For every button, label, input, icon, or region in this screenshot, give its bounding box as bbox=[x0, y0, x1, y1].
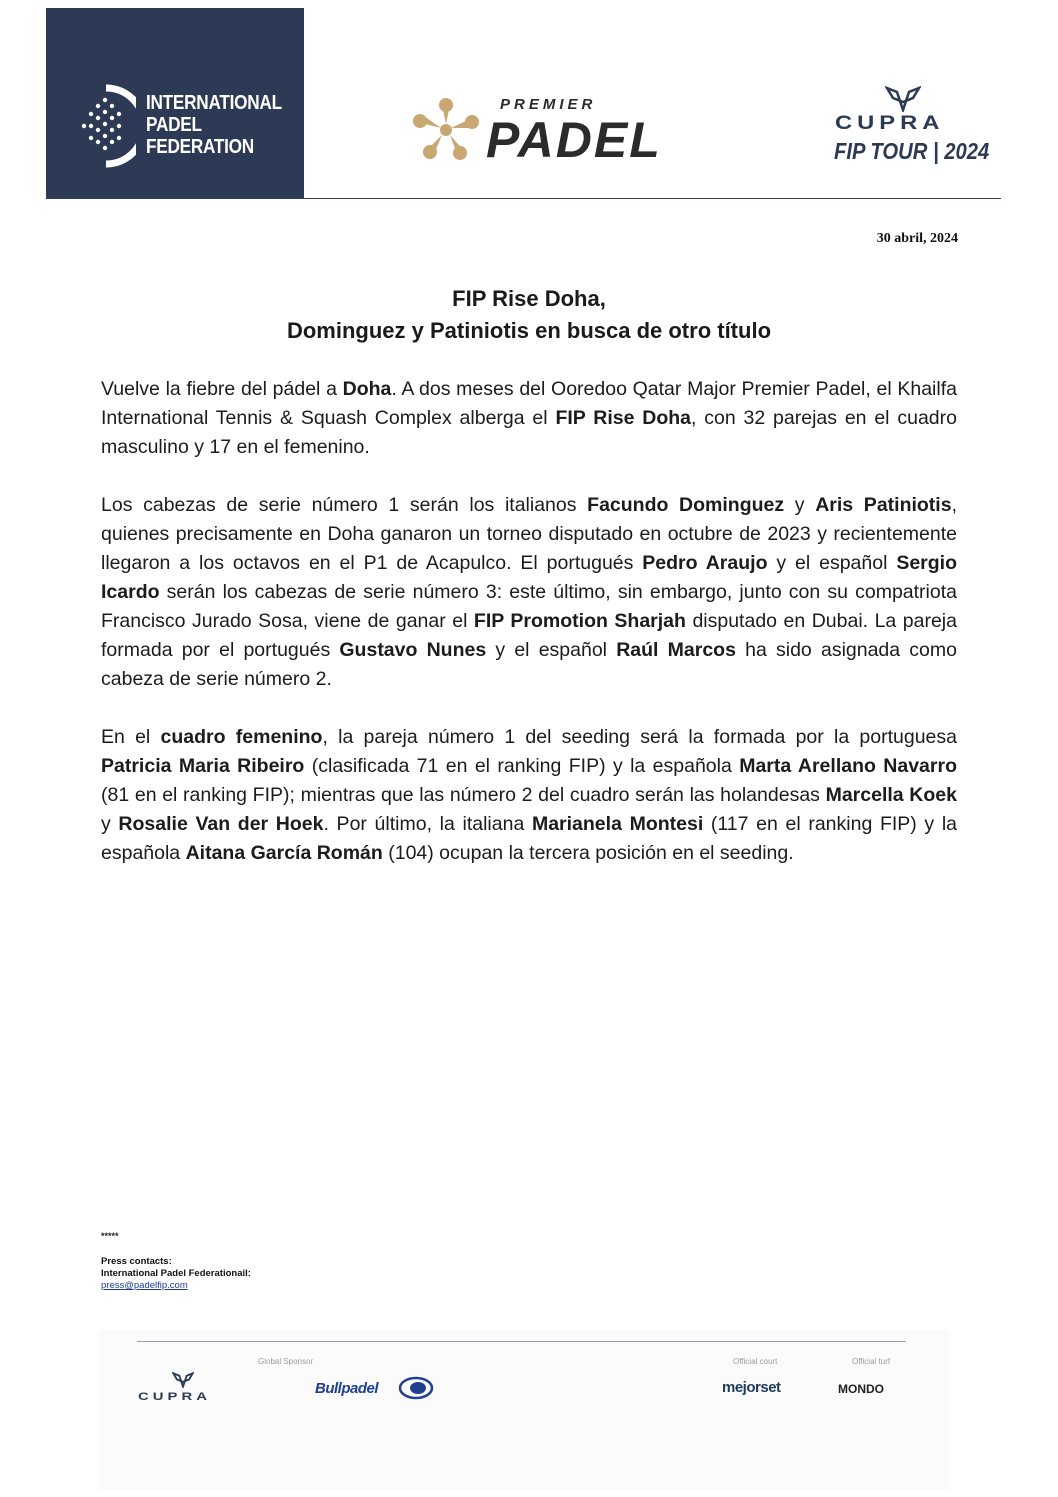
global-sponsor-label: Global Sponsor bbox=[258, 1357, 314, 1366]
text-run: y el español bbox=[767, 552, 897, 574]
text-run: (clasificada 71 en el ranking FIP) y la española bbox=[304, 755, 740, 777]
text-run: disputado en Dubai. La pareja formada por el portugués bbox=[101, 610, 957, 661]
contacts-email-link[interactable]: press@padelfip.com bbox=[101, 1280, 188, 1291]
bold-run: Rosalie Van der Hoek bbox=[118, 813, 324, 835]
paragraph-1 bbox=[101, 375, 957, 462]
text-run: (104) ocupan la tercera posición en el seeding. bbox=[382, 842, 794, 864]
text-run: y el español bbox=[486, 639, 617, 661]
paragraph-3 bbox=[101, 723, 957, 868]
sponsor-footer bbox=[99, 1330, 949, 1490]
premier-label: PREMIER bbox=[500, 96, 597, 113]
text-run: y bbox=[101, 813, 119, 835]
official-turf-label: Official turf bbox=[852, 1357, 891, 1366]
ipf-logo-text bbox=[146, 92, 282, 158]
fip-tour-label: FIP TOUR | 2024 bbox=[834, 138, 990, 164]
cupra-label: CUPRA bbox=[835, 113, 945, 134]
footer-divider bbox=[137, 1341, 906, 1342]
bold-run: Sergio Icardo bbox=[101, 552, 957, 603]
header-divider bbox=[304, 198, 1001, 199]
text-run: (117 en el ranking FIP) y la española bbox=[101, 813, 958, 864]
article-body bbox=[101, 375, 957, 897]
title-line-1: FIP Rise Doha, bbox=[452, 286, 606, 311]
text-run: serán los cabezas de serie número 3: este último, sin embargo, junto con su compatriota Francisco Jurado Sosa, viene de ganar el bbox=[101, 581, 957, 632]
bold-run: Marcella Koek bbox=[825, 784, 957, 806]
bold-run: Pedro Araujo bbox=[642, 552, 768, 574]
text-run: , con 32 parejas en el cuadro masculino y 17 en el femenino. bbox=[101, 407, 957, 458]
bold-run: FIP Promotion Sharjah bbox=[473, 610, 686, 632]
ipf-line-2: PADEL bbox=[146, 114, 202, 136]
text-run: , quienes precisamente en Doha ganaron un torneo disputado en octubre de 2023 y recientemente llegaron a los octavos en el P1 de Acapulco. El portugués bbox=[101, 494, 957, 574]
bold-run: Doha bbox=[342, 378, 392, 400]
contacts-heading: Press contacts: bbox=[101, 1256, 172, 1267]
bold-run: Aitana García Román bbox=[185, 842, 383, 864]
footer-mejorset-label: mejorset bbox=[722, 1379, 781, 1396]
bold-run: Aris Patiniotis bbox=[815, 494, 952, 516]
padel-label: PADEL bbox=[486, 112, 662, 168]
title-line-2: Dominguez y Patiniotis en busca de otro título bbox=[286, 318, 772, 343]
publication-date: 30 abril, 2024 bbox=[876, 231, 958, 246]
text-run: . A dos meses del Ooredoo Qatar Major Premier Padel, el Khailfa International Tennis & Squash Complex alberga el bbox=[101, 378, 957, 429]
bold-run: Gustavo Nunes bbox=[339, 639, 487, 661]
text-run: , la pareja número 1 del seeding será la formada por la portuguesa bbox=[322, 726, 957, 748]
bold-run: FIP Rise Doha bbox=[555, 407, 692, 429]
text-run: (81 en el ranking FIP); mientras que las número 2 del cuadro serán las holandesas bbox=[101, 784, 826, 806]
bold-run: cuadro femenino bbox=[160, 726, 323, 748]
ipf-line-1: INTERNATIONAL bbox=[146, 92, 282, 114]
text-run: En el bbox=[101, 726, 161, 748]
footer-cupra-icon bbox=[172, 1372, 194, 1393]
bold-run: Marianela Montesi bbox=[531, 813, 704, 835]
press-contacts bbox=[101, 1256, 251, 1292]
text-run: Los cabezas de serie número 1 serán los italianos bbox=[101, 494, 588, 516]
premier-padel-star-icon bbox=[412, 97, 480, 168]
text-run: y bbox=[784, 494, 816, 516]
article-title bbox=[0, 283, 1058, 347]
bold-run: Patricia Maria Ribeiro bbox=[101, 755, 305, 777]
bullpadel-logo-icon bbox=[398, 1376, 434, 1405]
bold-run: Facundo Dominguez bbox=[587, 494, 785, 516]
separator: ***** bbox=[101, 1231, 119, 1241]
ipf-line-3: FEDERATION bbox=[146, 136, 254, 158]
official-court-label: Official court bbox=[733, 1357, 778, 1366]
ipf-logo-icon bbox=[76, 84, 136, 173]
paragraph-2 bbox=[101, 491, 957, 694]
footer-cupra-label: CUPRA bbox=[138, 1391, 212, 1403]
text-run: . Por último, la italiana bbox=[323, 813, 532, 835]
bold-run: Marta Arellano Navarro bbox=[739, 755, 957, 777]
contacts-org: International Padel Federationail: bbox=[101, 1268, 251, 1279]
text-run: Vuelve la fiebre del pádel a bbox=[101, 378, 343, 400]
bold-run: Raúl Marcos bbox=[616, 639, 736, 661]
footer-mondo-label: MONDO bbox=[838, 1382, 884, 1396]
footer-bullpadel-label: Bullpadel bbox=[315, 1380, 379, 1397]
text-run: ha sido asignada como cabeza de serie número 2. bbox=[101, 639, 957, 690]
